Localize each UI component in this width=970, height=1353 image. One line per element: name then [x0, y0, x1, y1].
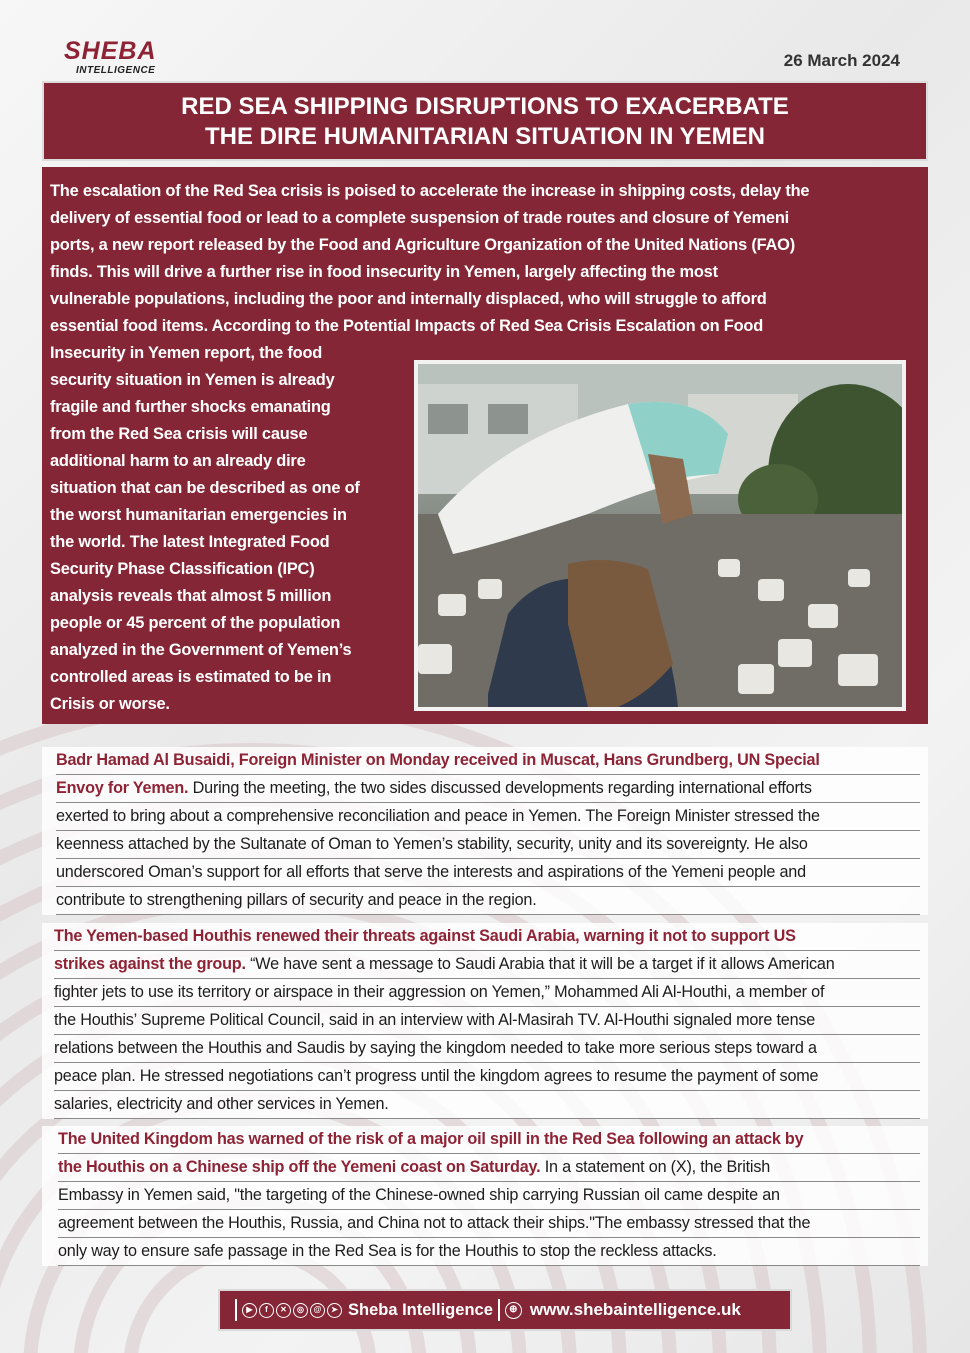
instagram-icon[interactable]: ◎ — [293, 1303, 308, 1318]
article-line — [54, 979, 920, 1007]
news-item-houthis-saudi — [42, 923, 928, 1119]
article-line — [58, 1182, 920, 1210]
footer-divider — [235, 1299, 237, 1321]
lead-line: fragile and further shocks emanating — [50, 398, 331, 416]
lead-line: essential food items. According to the Potential Impacts of Red Sea Crisis Escalation on Food — [50, 317, 764, 335]
article-line — [56, 859, 920, 887]
globe-icon: ⊕ — [505, 1302, 522, 1319]
footer-bar — [218, 1289, 792, 1331]
body-text: “We have sent a message to Saudi Arabia that it will be a target if it allows American — [245, 955, 835, 973]
headline-text: The Yemen-based Houthis renewed their threats against Saudi Arabia, warning it not to support US — [54, 927, 796, 945]
title-line: RED SEA SHIPPING DISRUPTIONS TO EXACERBATE — [181, 93, 789, 120]
facebook-icon[interactable]: f — [259, 1303, 274, 1318]
social-handle[interactable]: Sheba Intelligence — [348, 1300, 493, 1319]
article-line — [54, 1007, 920, 1035]
article-line — [58, 1154, 920, 1182]
news-item-body — [56, 747, 920, 915]
body-text: fighter jets to use its territory or airspace in their aggression on Yemen,” Mohammed Ali Al-Houthi, a member of — [54, 983, 825, 1001]
lead-line: vulnerable populations, including the poor and internally displaced, who will struggle to afford — [50, 290, 767, 308]
lead-line: delivery of essential food or lead to a complete suspension of trade routes and closure of Yemeni — [50, 209, 790, 227]
news-item-uk-oil-spill — [42, 1126, 928, 1266]
logo-tagline: INTELLIGENCE — [76, 65, 156, 76]
headline-text: the Houthis on a Chinese ship off the Yemeni coast on Saturday. — [58, 1158, 541, 1176]
article-line — [58, 1126, 920, 1154]
lead-line: additional harm to an already dire — [50, 452, 306, 470]
body-text: Embassy in Yemen said, "the targeting of the Chinese-owned ship carrying Russian oil came despite an — [58, 1186, 780, 1204]
body-text: In a statement on (X), the British — [540, 1158, 771, 1176]
lead-line: The escalation of the Red Sea crisis is poised to accelerate the increase in shipping costs, delay the — [50, 182, 810, 200]
lead-line: the world. The latest Integrated Food — [50, 533, 330, 551]
article-line — [56, 831, 920, 859]
youtube-icon[interactable]: ▶ — [242, 1303, 257, 1318]
threads-icon[interactable]: @ — [310, 1303, 325, 1318]
article-line — [56, 775, 920, 803]
body-text: keenness attached by the Sultanate of Oman to Yemen’s stability, security, unity and its sovereignty. He also — [56, 835, 808, 853]
lead-story — [42, 167, 928, 724]
body-text: exerted to bring about a comprehensive reconciliation and peace in Yemen. The Foreign Minister stressed the — [56, 807, 820, 825]
body-text: salaries, electricity and other services in Yemen. — [54, 1095, 389, 1113]
lead-line: controlled areas is estimated to be in — [50, 668, 332, 686]
page-title — [42, 81, 928, 161]
article-line — [58, 1210, 920, 1238]
lead-line: Security Phase Classification (IPC) — [50, 560, 315, 578]
article-line — [54, 1091, 920, 1119]
food-aid-photo — [418, 364, 902, 707]
footer-divider — [498, 1299, 500, 1321]
lead-line: finds. This will drive a further rise in food insecurity in Yemen, largely affecting the most — [50, 263, 718, 281]
publication-date: 26 March 2024 — [783, 51, 900, 70]
social-icons — [242, 1303, 344, 1318]
news-item-body — [54, 923, 920, 1119]
article-line — [56, 747, 920, 775]
article-line — [56, 887, 920, 915]
telegram-icon[interactable]: ➤ — [327, 1303, 342, 1318]
lead-paragraph-side — [50, 340, 395, 718]
body-text: the Houthis’ Supreme Political Council, said in an interview with Al-Masirah TV. Al-Houthi signaled more tense — [54, 1011, 816, 1029]
title-line: THE DIRE HUMANITARIAN SITUATION IN YEMEN — [204, 123, 765, 150]
lead-line: people or 45 percent of the population — [50, 614, 341, 632]
news-item-oman — [42, 747, 928, 915]
article-line — [54, 1063, 920, 1091]
lead-photo-frame — [414, 360, 906, 711]
lead-line: ports, a new report released by the Food and Agriculture Organization of the United Nations (FAO) — [50, 236, 795, 254]
logo-wordmark: SHEBA — [64, 37, 157, 65]
body-text: contribute to strengthening pillars of security and peace in the region. — [56, 891, 537, 909]
article-line — [54, 1035, 920, 1063]
website-link[interactable]: www.shebaintelligence.uk — [529, 1300, 741, 1319]
lead-line: the worst humanitarian emergencies in — [50, 506, 347, 524]
article-line — [54, 923, 920, 951]
body-text: relations between the Houthis and Saudis by saying the kingdom needed to take more serious steps toward a — [54, 1039, 817, 1057]
headline-text: Envoy for Yemen. — [56, 779, 189, 797]
headline-text: The United Kingdom has warned of the risk of a major oil spill in the Red Sea following an attack by — [58, 1130, 804, 1148]
body-text: only way to ensure safe passage in the Red Sea is for the Houthis to stop the reckless attacks. — [58, 1242, 717, 1260]
lead-line: security situation in Yemen is already — [50, 371, 335, 389]
body-text: peace plan. He stressed negotiations can’t progress until the kingdom agrees to resume the payment of some — [54, 1067, 819, 1085]
lead-line: Insecurity in Yemen report, the food — [50, 344, 323, 362]
body-text: underscored Oman’s support for all efforts that serve the interests and aspirations of the Yemeni people and — [56, 863, 806, 881]
lead-paragraph-top — [50, 178, 922, 340]
lead-line: analysis reveals that almost 5 million — [50, 587, 332, 605]
x-icon[interactable]: ✕ — [276, 1303, 291, 1318]
body-text: During the meeting, the two sides discussed developments regarding international efforts — [188, 779, 812, 797]
lead-line: Crisis or worse. — [50, 695, 170, 713]
headline-text: Badr Hamad Al Busaidi, Foreign Minister on Monday received in Muscat, Hans Grundberg, UN Special — [56, 751, 820, 769]
body-text: agreement between the Houthis, Russia, and China not to attack their ships."The embassy stressed that the — [58, 1214, 811, 1232]
sheba-logo — [64, 38, 179, 78]
food-aid-photo-illustration — [418, 364, 902, 707]
lead-line: from the Red Sea crisis will cause — [50, 425, 308, 443]
article-line — [56, 803, 920, 831]
lead-line: analyzed in the Government of Yemen’s — [50, 641, 352, 659]
headline-text: strikes against the group. — [54, 955, 246, 973]
news-item-body — [58, 1126, 920, 1266]
lead-line: situation that can be described as one of — [50, 479, 360, 497]
article-line — [54, 951, 920, 979]
article-line — [58, 1238, 920, 1266]
